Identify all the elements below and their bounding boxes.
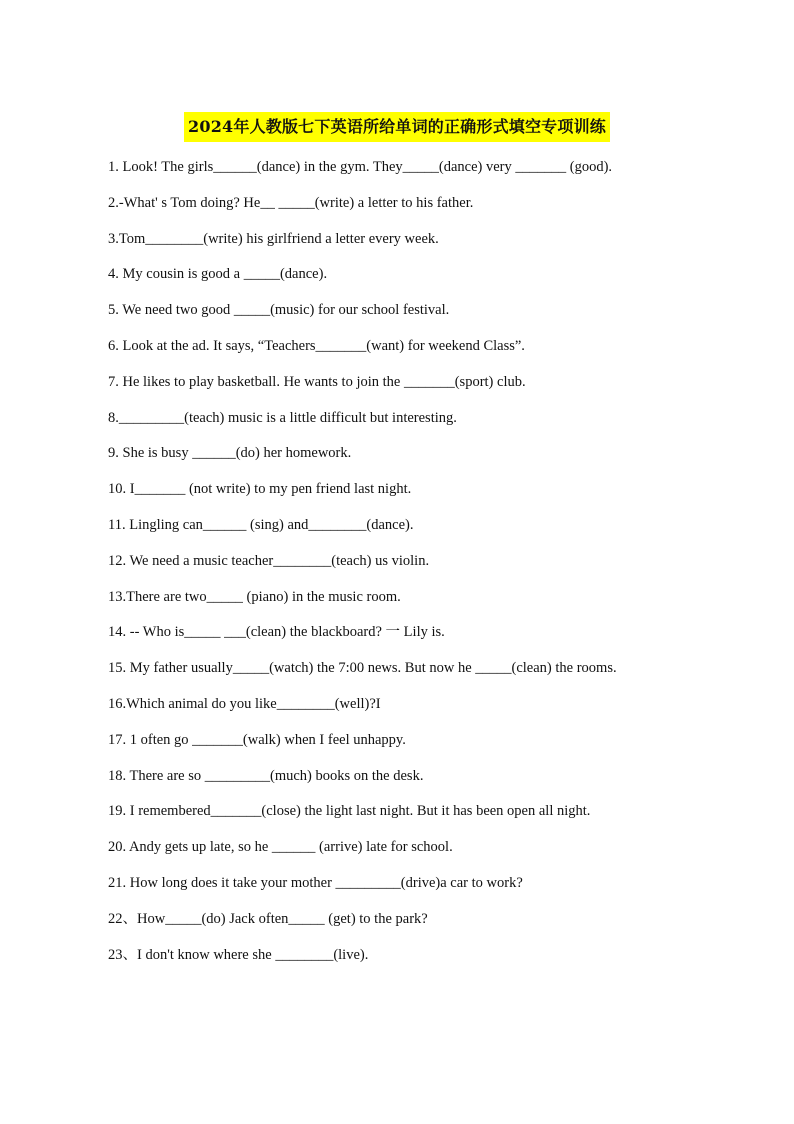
question-15: 15. My father usually_____(watch) the 7:00 news. But now he _____(clean) the rooms. xyxy=(108,660,617,677)
question-9: 9. She is busy ______(do) her homework. xyxy=(108,445,352,462)
question-22: 22、How_____(do) Jack often_____ (get) to the park? xyxy=(108,910,428,927)
question-20: 20. Andy gets up late, so he ______ (arrive) late for school. xyxy=(108,839,453,856)
question-8: 8._________(teach) music is a little difficult but interesting. xyxy=(108,409,457,426)
question-3: 3.Tom________(write) his girlfriend a letter every week. xyxy=(108,230,439,247)
question-7: 7. He likes to play basketball. He wants to join the _______(sport) club. xyxy=(108,373,526,390)
question-14: 14. -- Who is_____ ___(clean) the blackboard? 一 Lily is. xyxy=(108,624,445,641)
title-container xyxy=(0,112,794,142)
question-19: 19. I remembered_______(close) the light last night. But it has been open all night. xyxy=(108,803,591,820)
question-13: 13.There are two_____ (piano) in the music room. xyxy=(108,588,401,605)
question-5: 5. We need two good _____(music) for our school festival. xyxy=(108,302,450,319)
question-23: 23、I don't know where she ________(live). xyxy=(108,946,369,963)
question-1: 1. Look! The girls______(dance) in the gym. They_____(dance) very _______ (good). xyxy=(108,159,613,175)
worksheet-title: 2024年人教版七下英语所给单词的正确形式填空专项训练 xyxy=(184,112,610,142)
question-18: 18. There are so _________(much) books on the desk. xyxy=(108,767,424,784)
question-list xyxy=(108,150,768,973)
question-21: 21. How long does it take your mother _________(drive)a car to work? xyxy=(108,874,523,891)
question-12: 12. We need a music teacher________(teach) us violin. xyxy=(108,552,430,569)
question-2: 2.-What' s Tom doing? He__ _____(write) a letter to his father. xyxy=(108,194,474,211)
question-17: 17. 1 often go _______(walk) when I feel unhappy. xyxy=(108,731,406,748)
question-4: 4. My cousin is good a _____(dance). xyxy=(108,266,328,283)
question-11: 11. Lingling can______ (sing) and________(dance). xyxy=(108,516,414,533)
question-10: 10. I_______ (not write) to my pen friend last night. xyxy=(108,481,412,498)
question-16: 16.Which animal do you like________(well)?I xyxy=(108,695,381,712)
question-6: 6. Look at the ad. It says, “Teachers_______(want) for weekend Class”. xyxy=(108,337,525,354)
